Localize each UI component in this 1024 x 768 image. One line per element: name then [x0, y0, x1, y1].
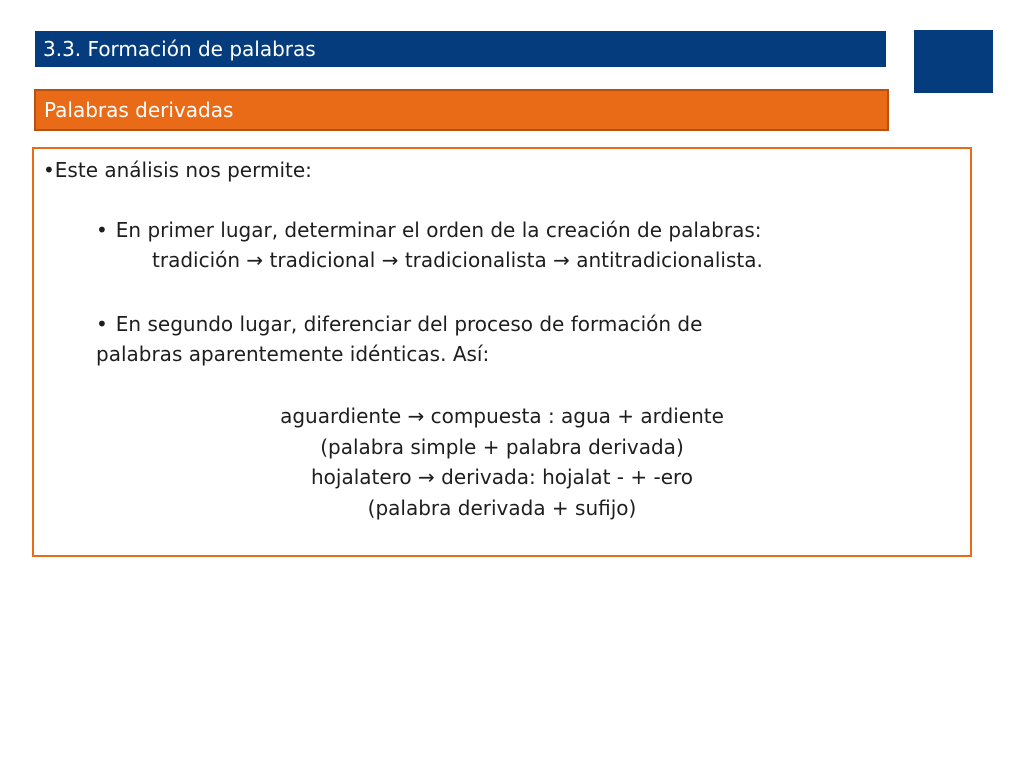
example-line: (palabra simple + palabra derivada) [320, 434, 684, 459]
content-box [32, 147, 972, 557]
decorative-corner-square [914, 30, 993, 93]
section-subtitle: Palabras derivadas [34, 89, 889, 131]
bullet-2-dot: • [96, 312, 108, 336]
bullet-2-continuation: palabras aparentemente idénticas. Así: [96, 342, 490, 366]
bullet-2 [96, 309, 702, 339]
bullet-1-dot: • [96, 218, 108, 242]
intro-text: •Este análisis nos permite: [43, 158, 312, 182]
slide-title: 3.3. Formación de palabras [35, 31, 886, 67]
example-line: (palabra derivada + sufijo) [367, 495, 637, 520]
bullet-1 [96, 215, 762, 245]
bullet-1-example: tradición → tradicional → tradicionalista → antitradicionalista. [152, 248, 763, 272]
example-line: hojalatero → derivada: hojalat - + -ero [310, 465, 694, 489]
bullet-1-text: En primer lugar, determinar el orden de la creación de palabras: [115, 218, 762, 242]
bullet-2-text: En segundo lugar, diferenciar del proceso de formación de [115, 312, 703, 336]
example-line: aguardiente → compuesta : agua + ardiente [280, 404, 724, 428]
examples-block [34, 401, 970, 523]
